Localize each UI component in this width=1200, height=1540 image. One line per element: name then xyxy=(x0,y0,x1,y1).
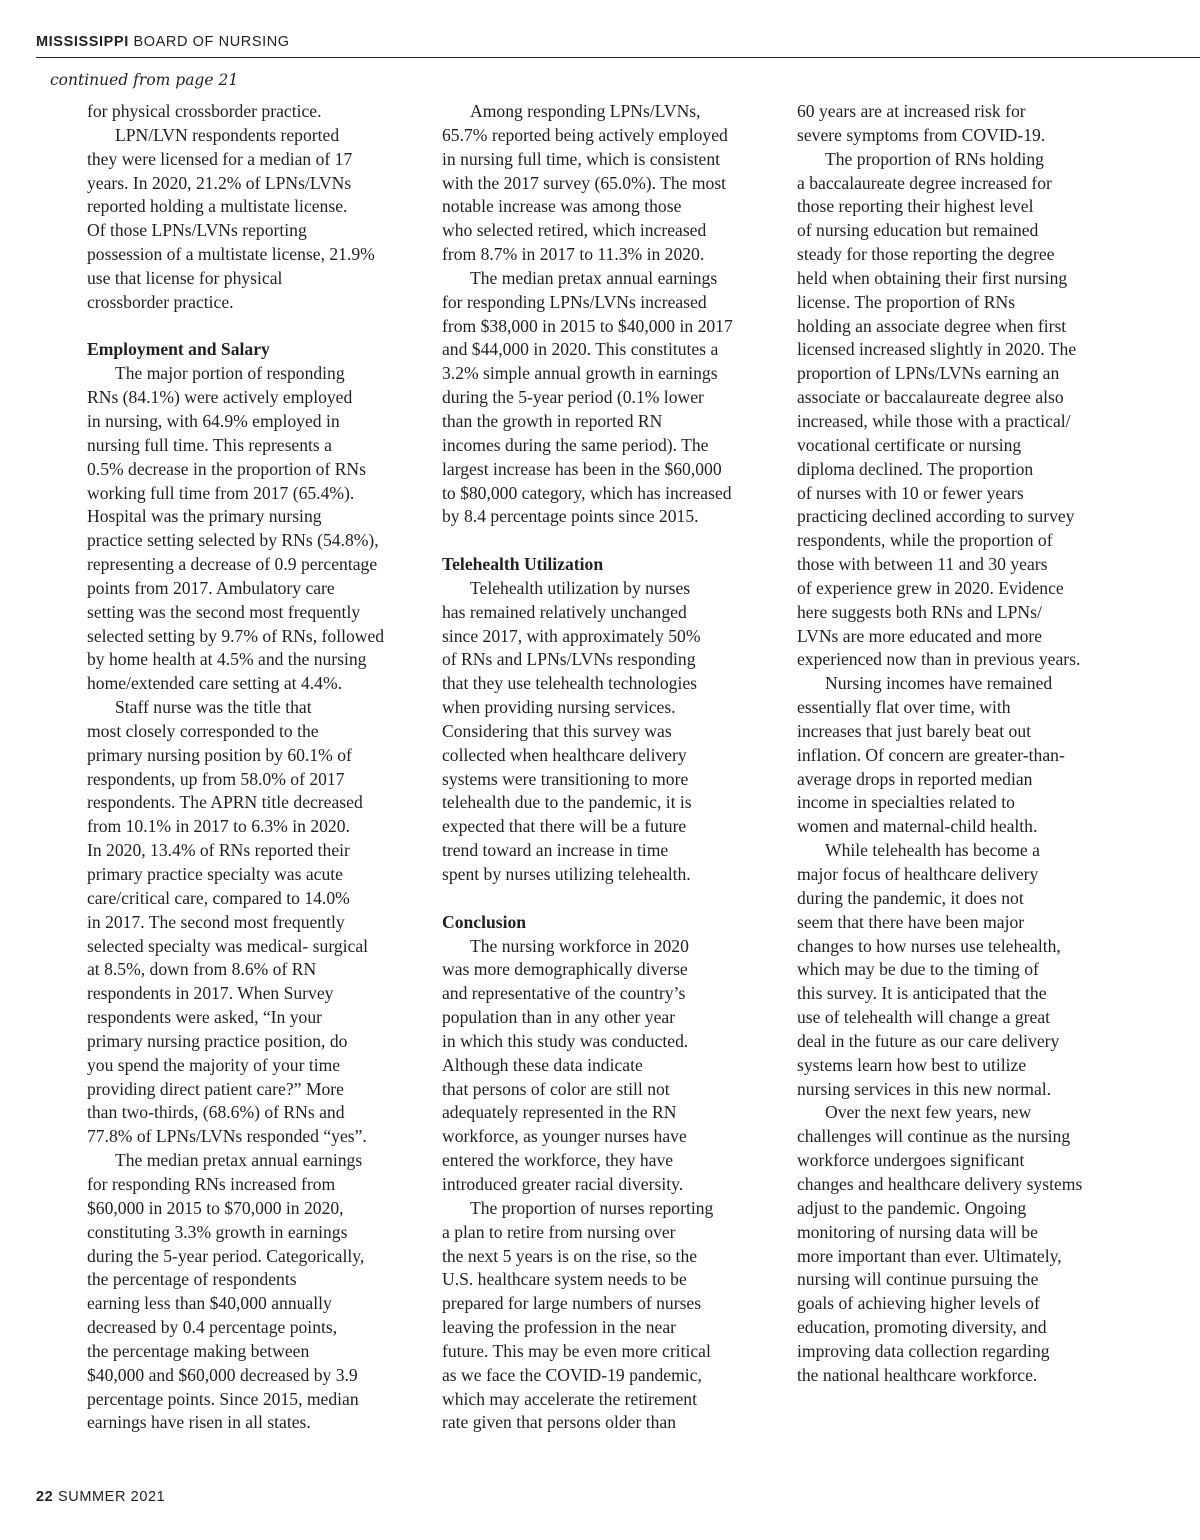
text-line: The median pretax annual earnings xyxy=(470,267,718,288)
text-line: the percentage making between xyxy=(87,1340,310,1361)
text-line: than the growth in reported RN xyxy=(442,410,663,431)
page-number: 22 xyxy=(36,1489,54,1505)
text-line: nursing will continue pursuing the xyxy=(797,1269,1039,1290)
text-line: during the pandemic, it does not xyxy=(797,887,1024,908)
text-line: $60,000 in 2015 to $70,000 in 2020, xyxy=(87,1197,344,1218)
text-line: education, promoting diversity, and xyxy=(797,1317,1047,1338)
text-line: adjust to the pandemic. Ongoing xyxy=(797,1197,1027,1218)
paragraph-retirement xyxy=(442,1197,733,1435)
text-line: use of telehealth will change a great xyxy=(797,1007,1051,1028)
text-line: steady for those reporting the degree xyxy=(797,244,1055,265)
text-line: was more demographically diverse xyxy=(442,959,688,980)
running-head xyxy=(36,33,290,51)
text-line: of RNs and LPNs/LVNs responding xyxy=(442,649,696,670)
text-line: for physical crossborder practice. xyxy=(87,101,322,121)
text-line: holding an associate degree when first xyxy=(797,315,1067,336)
text-line: Of those LPNs/LVNs reporting xyxy=(87,220,307,241)
text-line: they were licensed for a median of 17 xyxy=(87,148,353,169)
text-line: with the 2017 survey (65.0%). The most xyxy=(442,172,727,193)
text-line: inflation. Of concern are greater-than- xyxy=(797,744,1065,765)
text-line: in which this study was conducted. xyxy=(442,1030,689,1051)
text-line: that they use telehealth technologies xyxy=(442,673,698,694)
text-line: selected specialty was medical- surgical xyxy=(87,935,369,956)
text-line: than two-thirds, (68.6%) of RNs and xyxy=(87,1102,345,1123)
text-line: changes to how nurses use telehealth, xyxy=(797,935,1061,956)
text-line: providing direct patient care?” More xyxy=(87,1078,344,1099)
text-line: for responding RNs increased from xyxy=(87,1173,336,1194)
text-line: changes and healthcare delivery systems xyxy=(797,1173,1083,1194)
org-name-bold: MISSISSIPPI xyxy=(36,34,129,50)
text-line: for responding LPNs/LVNs increased xyxy=(442,291,707,312)
column-3 xyxy=(797,100,1082,1388)
text-line: respondents in 2017. When Survey xyxy=(87,983,334,1004)
text-line: expected that there will be a future xyxy=(442,816,687,837)
text-line: The major portion of responding xyxy=(115,363,345,384)
text-line: Considering that this survey was xyxy=(442,720,672,741)
text-line: working full time from 2017 (65.4%). xyxy=(87,482,355,503)
text-line: most closely corresponded to the xyxy=(87,720,319,741)
paragraph-incomes xyxy=(797,672,1082,839)
text-line: systems learn how best to utilize xyxy=(797,1054,1027,1075)
text-line: the next 5 years is on the rise, so the xyxy=(442,1245,698,1266)
text-line: held when obtaining their first nursing xyxy=(797,267,1068,288)
text-line: RNs (84.1%) were actively employed xyxy=(87,387,353,408)
text-line: proportion of LPNs/LVNs earning an xyxy=(797,363,1060,384)
text-line: care/critical care, compared to 14.0% xyxy=(87,887,350,908)
text-line: which may accelerate the retirement xyxy=(442,1388,697,1409)
text-line: 60 years are at increased risk for xyxy=(797,101,1026,121)
text-line: respondents, while the proportion of xyxy=(797,530,1053,551)
text-line: trend toward an increase in time xyxy=(442,840,669,861)
paragraph-staff-nurse xyxy=(87,696,384,1149)
text-line: 77.8% of LPNs/LVNs responded “yes”. xyxy=(87,1126,367,1147)
text-line: spent by nurses utilizing telehealth. xyxy=(442,864,691,884)
issue-label: SUMMER 2021 xyxy=(57,1489,166,1505)
text-line: goals of achieving higher levels of xyxy=(797,1293,1040,1314)
text-line: at 8.5%, down from 8.6% of RN xyxy=(87,959,317,980)
paragraph-lpn-earnings xyxy=(442,267,733,529)
text-line: leaving the profession in the near xyxy=(442,1317,677,1338)
text-line: associate or baccalaureate degree also xyxy=(797,387,1064,408)
text-line: improving data collection regarding xyxy=(797,1340,1050,1361)
header-rule xyxy=(36,57,1200,58)
text-line: earnings have risen in all states. xyxy=(87,1412,311,1433)
text-line: $40,000 and $60,000 decreased by 3.9 xyxy=(87,1364,358,1385)
text-line: from $38,000 in 2015 to $40,000 in 2017 xyxy=(442,315,733,336)
text-line: vocational certificate or nursing xyxy=(797,434,1022,455)
text-line: more important than ever. Ultimately, xyxy=(797,1245,1062,1266)
text-line: incomes during the same period). The xyxy=(442,434,709,455)
text-line: monitoring of nursing data will be xyxy=(797,1221,1038,1242)
text-line: deal in the future as our care delivery xyxy=(797,1030,1060,1051)
paragraph-education xyxy=(797,148,1082,673)
text-line: respondents were asked, “In your xyxy=(87,1007,322,1028)
text-line: Although these data indicate xyxy=(442,1054,643,1075)
text-line: practicing declined according to survey xyxy=(797,506,1075,527)
text-line: a plan to retire from nursing over xyxy=(442,1221,676,1242)
text-line: average drops in reported median xyxy=(797,768,1033,789)
text-line: crossborder practice. xyxy=(87,291,234,312)
text-line: to $80,000 category, which has increased xyxy=(442,482,732,503)
text-line: of nursing education but remained xyxy=(797,220,1039,241)
heading-employment-salary: Employment and Salary xyxy=(87,339,270,360)
text-line: collected when healthcare delivery xyxy=(442,744,687,765)
text-line: telehealth due to the pandemic, it is xyxy=(442,792,692,813)
text-line: years. In 2020, 21.2% of LPNs/LVNs xyxy=(87,172,352,193)
text-line: since 2017, with approximately 50% xyxy=(442,625,701,646)
text-line: the national healthcare workforce. xyxy=(797,1364,1038,1385)
paragraph-conclusion xyxy=(442,935,733,1197)
text-line: population than in any other year xyxy=(442,1007,676,1028)
text-line: in nursing full time, which is consistent xyxy=(442,148,721,169)
text-line: nursing full time. This represents a xyxy=(87,434,332,455)
text-line: workforce, as younger nurses have xyxy=(442,1126,687,1147)
column-2 xyxy=(442,100,733,1435)
text-line: selected setting by 9.7% of RNs, followed xyxy=(87,625,385,646)
text-line: who selected retired, which increased xyxy=(442,220,707,241)
text-line: largest increase has been in the $60,000 xyxy=(442,458,722,479)
text-line: LPN/LVN respondents reported xyxy=(115,124,340,145)
text-line: earning less than $40,000 annually xyxy=(87,1293,332,1314)
text-line: you spend the majority of your time xyxy=(87,1054,341,1075)
text-line: that persons of color are still not xyxy=(442,1078,670,1099)
text-line: nursing services in this new normal. xyxy=(797,1078,1052,1099)
text-line: women and maternal-child health. xyxy=(797,816,1038,837)
text-line: 65.7% reported being actively employed xyxy=(442,124,728,145)
text-line: here suggests both RNs and LPNs/ xyxy=(797,601,1042,622)
text-line: those reporting their highest level xyxy=(797,196,1034,217)
text-line: home/extended care setting at 4.4%. xyxy=(87,673,343,694)
page-footer xyxy=(36,1488,165,1506)
text-line: primary nursing position by 60.1% of xyxy=(87,744,352,765)
paragraph-employment xyxy=(87,362,384,696)
text-line: Staff nurse was the title that xyxy=(115,697,312,718)
text-line: U.S. healthcare system needs to be xyxy=(442,1269,687,1290)
text-line: from 10.1% in 2017 to 6.3% in 2020. xyxy=(87,816,350,837)
text-line: in nursing, with 64.9% employed in xyxy=(87,410,340,431)
text-line: future. This may be even more critical xyxy=(442,1340,711,1361)
text-line: and $44,000 in 2020. This constitutes a xyxy=(442,339,719,360)
text-line: from 8.7% in 2017 to 11.3% in 2020. xyxy=(442,244,705,265)
org-name-rest: BOARD OF NURSING xyxy=(133,34,290,50)
text-line: rate given that persons older than xyxy=(442,1412,677,1433)
text-line: entered the workforce, they have xyxy=(442,1150,674,1171)
paragraph-rn-earnings xyxy=(87,1149,384,1435)
text-line: when providing nursing services. xyxy=(442,697,676,718)
text-line: Among responding LPNs/LVNs, xyxy=(470,101,701,121)
text-line: practice setting selected by RNs (54.8%), xyxy=(87,530,379,551)
text-line: use that license for physical xyxy=(87,267,283,288)
text-line: challenges will continue as the nursing xyxy=(797,1126,1071,1147)
text-line: The proportion of RNs holding xyxy=(825,148,1044,169)
text-line: seem that there have been major xyxy=(797,911,1025,932)
text-line: by home health at 4.5% and the nursing xyxy=(87,649,367,670)
text-line: essentially flat over time, with xyxy=(797,697,1011,718)
text-line: introduced greater racial diversity. xyxy=(442,1173,684,1194)
text-line: license. The proportion of RNs xyxy=(797,291,1016,312)
text-line: licensed increased slightly in 2020. The xyxy=(797,339,1077,360)
text-line: of experience grew in 2020. Evidence xyxy=(797,577,1064,598)
text-line: In 2020, 13.4% of RNs reported their xyxy=(87,840,350,861)
text-line: constituting 3.3% growth in earnings xyxy=(87,1221,348,1242)
paragraph-telehealth xyxy=(442,577,733,887)
text-line: The median pretax annual earnings xyxy=(115,1150,363,1171)
text-line: Over the next few years, new xyxy=(825,1102,1032,1123)
text-line: and representative of the country’s xyxy=(442,983,686,1004)
text-line: reported holding a multistate license. xyxy=(87,196,348,217)
text-line: which may be due to the timing of xyxy=(797,959,1039,980)
text-line: points from 2017. Ambulatory care xyxy=(87,577,335,598)
text-line: those with between 11 and 30 years xyxy=(797,554,1048,575)
paragraph-next-years xyxy=(797,1101,1082,1387)
text-line: has remained relatively unchanged xyxy=(442,601,687,622)
paragraph-retirement-cont xyxy=(797,100,1082,148)
text-line: workforce undergoes significant xyxy=(797,1150,1025,1171)
text-line: possession of a multistate license, 21.9% xyxy=(87,244,375,265)
text-line: diploma declined. The proportion xyxy=(797,458,1034,479)
column-1 xyxy=(87,100,384,1435)
text-line: in 2017. The second most frequently xyxy=(87,911,345,932)
text-line: notable increase was among those xyxy=(442,196,682,217)
text-line: percentage points. Since 2015, median xyxy=(87,1388,359,1409)
text-line: setting was the second most frequently xyxy=(87,601,361,622)
text-line: prepared for large numbers of nurses xyxy=(442,1293,702,1314)
text-line: major focus of healthcare delivery xyxy=(797,864,1039,884)
text-line: respondents. The APRN title decreased xyxy=(87,792,363,813)
text-line: LVNs are more educated and more xyxy=(797,625,1043,646)
text-line: The nursing workforce in 2020 xyxy=(470,935,689,956)
text-line: by 8.4 percentage points since 2015. xyxy=(442,506,699,527)
text-line: systems were transitioning to more xyxy=(442,768,689,789)
heading-telehealth-utilization: Telehealth Utilization xyxy=(442,554,604,575)
text-line: severe symptoms from COVID-19. xyxy=(797,124,1046,145)
text-line: Telehealth utilization by nurses xyxy=(470,577,691,598)
text-line: representing a decrease of 0.9 percentage xyxy=(87,554,378,575)
text-line: The proportion of nurses reporting xyxy=(470,1197,714,1218)
text-line: of nurses with 10 or fewer years xyxy=(797,482,1024,503)
text-line: primary nursing practice position, do xyxy=(87,1030,348,1051)
text-line: this survey. It is anticipated that the xyxy=(797,983,1047,1004)
text-line: respondents, up from 58.0% of 2017 xyxy=(87,768,345,789)
text-line: the percentage of respondents xyxy=(87,1269,297,1290)
text-line: during the 5-year period (0.1% lower xyxy=(442,387,704,408)
text-line: 0.5% decrease in the proportion of RNs xyxy=(87,458,366,479)
text-line: 3.2% simple annual growth in earnings xyxy=(442,363,718,384)
text-line: While telehealth has become a xyxy=(825,840,1040,861)
paragraph-crossborder-end xyxy=(87,100,384,315)
paragraph-lpn-employment xyxy=(442,100,733,267)
text-line: income in specialties related to xyxy=(797,792,1015,813)
continued-note: continued from page 21 xyxy=(50,71,239,89)
text-line: primary practice specialty was acute xyxy=(87,864,343,884)
text-line: decreased by 0.4 percentage points, xyxy=(87,1317,338,1338)
paragraph-telehealth-future xyxy=(797,839,1082,1101)
text-line: as we face the COVID-19 pandemic, xyxy=(442,1364,702,1385)
text-line: adequately represented in the RN xyxy=(442,1102,677,1123)
text-line: a baccalaureate degree increased for xyxy=(797,172,1052,193)
text-line: increases that just barely beat out xyxy=(797,720,1032,741)
text-line: Hospital was the primary nursing xyxy=(87,506,322,527)
heading-conclusion: Conclusion xyxy=(442,911,527,932)
text-line: Nursing incomes have remained xyxy=(825,673,1053,694)
text-line: increased, while those with a practical/ xyxy=(797,410,1071,431)
text-line: during the 5-year period. Categorically, xyxy=(87,1245,365,1266)
text-line: experienced now than in previous years. xyxy=(797,649,1081,670)
